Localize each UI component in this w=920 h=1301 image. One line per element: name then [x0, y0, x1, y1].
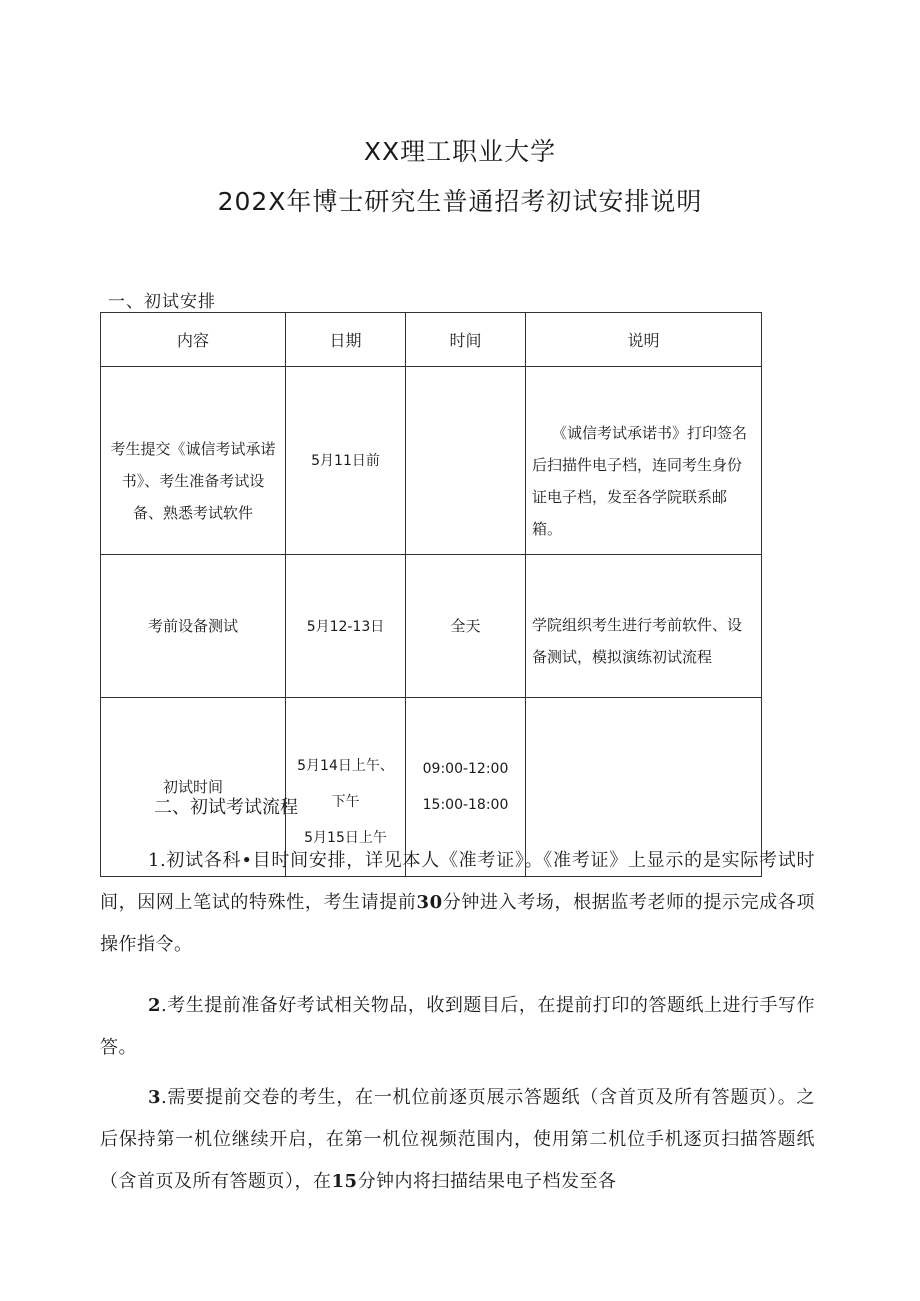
- date-text: 5月11日前: [311, 453, 380, 469]
- cell-note: 《诚信考试承诺书》打印签名后扫描件电子档，连同考生身份证电子档，发至各学院联系邮箱。: [526, 367, 762, 555]
- document-subtitle: 202X年博士研究生普通招考初试安排说明: [217, 187, 703, 216]
- cell-time: [406, 367, 526, 555]
- paragraph-text: 分钟进入考场，根据监考老师的提示完成各项操作指令。: [100, 892, 816, 955]
- header-time: 时间: [406, 313, 526, 367]
- header-note: 说明: [526, 313, 762, 367]
- table-row: [101, 367, 762, 555]
- emphasis-number: 3: [148, 1087, 162, 1108]
- paragraph-text: 分钟内将扫描结果电子档发至各: [357, 1171, 617, 1192]
- emphasis-number: 15: [331, 1171, 358, 1192]
- paragraph-3: [100, 1077, 815, 1203]
- emphasis-number: 2: [148, 995, 162, 1016]
- cell-date: [286, 367, 406, 555]
- table-header-row: [101, 313, 762, 367]
- date-text: 5月12-13日: [306, 618, 385, 635]
- header-content: 内容: [101, 313, 286, 367]
- cell-content: 考生提交《诚信考试承诺书》、考生准备考试设备、熟悉考试软件: [101, 367, 286, 555]
- paragraph-text: .需要提前交卷的考生，在一机位前逐页展示答题纸（含首页及所有答题页）。之后保持第一机位继续开启，在第一机位视频范围内，使用第二机位手机逐页扫描答题纸（含首页及所有答题页），在: [100, 1087, 815, 1192]
- header-date: 日期: [286, 313, 406, 367]
- paragraph-1: [100, 840, 815, 966]
- cell-date: [286, 555, 406, 698]
- time-line: 15:00-18:00: [422, 797, 509, 813]
- time-line: 09:00-12:00: [422, 761, 509, 777]
- section-heading-schedule: 一、初试安排: [108, 292, 216, 312]
- date-line: 5月15日上午: [304, 830, 387, 846]
- paragraph-text: .考生提前准备好考试相关物品，收到题目后，在提前打印的答题纸上进行手写作答。: [100, 995, 815, 1058]
- document-title: XX理工职业大学: [363, 137, 557, 166]
- paragraph-text: 1.初试各科•目时间安排，详见本人《准考证》。《准考证》上显示的是实际考试时间，因网上笔试的特殊性，考生请提前: [100, 850, 815, 913]
- emphasis-number: 30: [416, 892, 443, 913]
- cell-content: 初试时间: [101, 698, 286, 877]
- cell-note: 学院组织考生进行考前软件、设备测试，模拟演练初试流程: [526, 555, 762, 698]
- cell-content: 考前设备测试: [101, 555, 286, 698]
- section-heading-process: 二、初试考试流程: [154, 797, 298, 818]
- paragraph-2: [100, 985, 815, 1069]
- date-line: 5月14日上午、下午: [297, 758, 394, 810]
- cell-time: 全天: [406, 555, 526, 698]
- table-row: [101, 555, 762, 698]
